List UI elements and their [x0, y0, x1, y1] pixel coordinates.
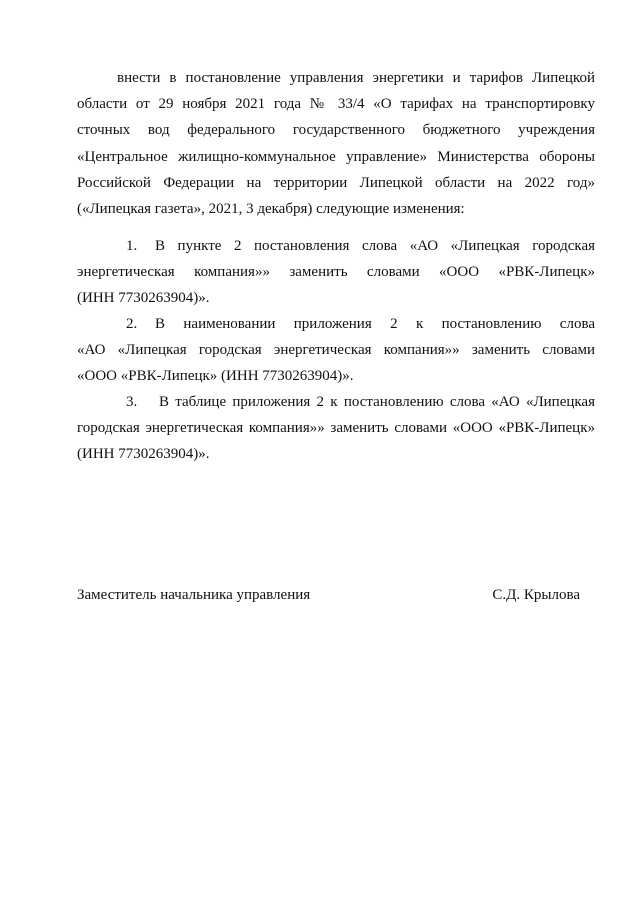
item-number: 2. [126, 316, 138, 332]
item-number: 1. [126, 238, 138, 254]
item-line: В наименовании приложения 2 к постановлению слова [155, 316, 595, 332]
item-line: городская энергетическая компания»» заменить словами «ООО «РВК-Липецк» [77, 420, 595, 437]
intro-line: области от 29 ноября 2021 года № 33/4 «О тарифах на транспортировку [77, 96, 595, 113]
intro-line: сточных вод федерального государственного бюджетного учреждения [77, 122, 595, 139]
list-item [77, 389, 595, 468]
item-number: 3. [126, 394, 138, 410]
intro-line: внести в постановление управления энергетики и тарифов Липецкой [117, 70, 595, 86]
item-line: (ИНН 7730263904)». [77, 290, 210, 307]
list-item [77, 233, 595, 312]
item-line: (ИНН 7730263904)». [77, 446, 210, 463]
signatory-name: С.Д. Крылова [492, 587, 580, 603]
intro-line: «Центральное жилищно-коммунальное управление» Министерства обороны [77, 148, 595, 165]
signatory-position: Заместитель начальника управления [77, 587, 311, 603]
item-line: энергетическая компания»» заменить словами «ООО «РВК-Липецк» [77, 264, 595, 281]
item-line: В пункте 2 постановления слова «АО «Липецкая городская [155, 238, 595, 254]
intro-paragraph [77, 65, 595, 222]
list-item [77, 311, 595, 390]
item-line: «АО «Липецкая городская энергетическая компания»» заменить словами [77, 342, 595, 359]
item-line: «ООО «РВК-Липецк» (ИНН 7730263904)». [77, 368, 354, 385]
intro-line: Российской Федерации на территории Липецкой области на 2022 год» [77, 174, 595, 191]
item-line: В таблице приложения 2 к постановлению слова «АО «Липецкая [159, 394, 595, 410]
intro-line: («Липецкая газета», 2021, 3 декабря) следующие изменения: [77, 201, 465, 218]
signature-block [77, 584, 580, 606]
